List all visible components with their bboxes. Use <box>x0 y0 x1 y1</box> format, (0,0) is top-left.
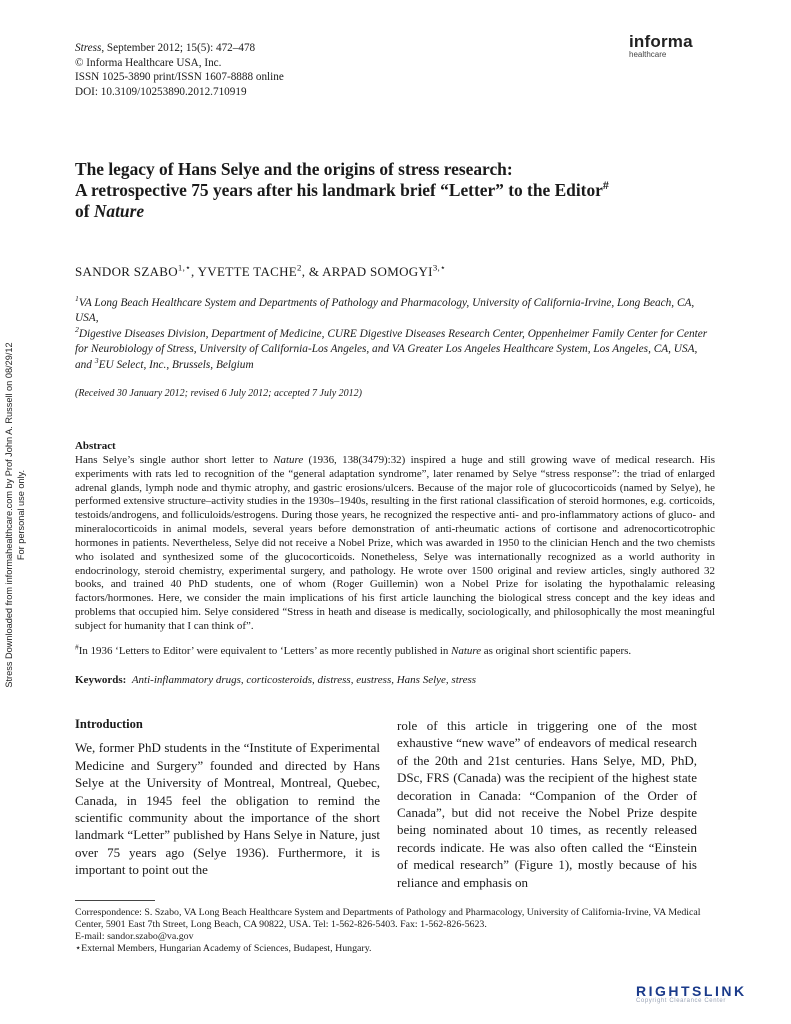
doi: DOI: 10.3109/10253890.2012.710919 <box>75 85 247 98</box>
section-heading: Introduction <box>75 717 143 731</box>
rightslink-logo: RIGHTSLINK Copyright Clearance Center <box>636 983 747 1004</box>
author-list: SANDOR $SZABO^{1,⋆}$, YVETTE TACHE$^2$, & ARPAD $SOMOGYI^{3,⋆}$ <box>75 262 446 279</box>
abstract <box>75 440 715 634</box>
abstract-heading: Abstract <box>75 440 116 452</box>
issn: ISSN 1025-3890 print/ISSN 1607-8888 online <box>75 71 284 84</box>
publisher-logo <box>629 32 693 59</box>
abstract-body: Hans Selye’s single author short letter to Nature (1936, 138(3479):32) inspired a huge and still growing wave of medical research. His experiments with rats led to recognition of the “general adaptation syndrome”, later renamed by Selye “stress response”: the triad of enlarged adrenal glands, lymph node and thymic atrophy, and gastric erosions/ulcers. Because of the major role of glucocorticoids (named by Selye), he performed extensive structure–activity studies in the 1930s–1940s, resulting in the first rational classification of steroid hormones, e.g. corticoids, testoids/androgens, and folliculoids/estrogens. During those years, he recognized the respective anti- and pro-inflammatory actions of gluco- and mineralocorticoids in animal models, several years before demonstration of anti-rheumatic actions of cortisone and adrenocorticotrophic hormones in patients. Nevertheless, Selye did not receive a Nobel Prize, which was awarded in 1950 to the clinician Hench and the two chemists who isolated and synthesized some of the glucocorticoids. Nonetheless, Selye was internationally recognized as a world authority in endocrinology, steroid chemistry, experimental surgery, and pathology. He wrote over 1500 original and review articles, singly authored 32 books, and trained 40 PhD students, one of whom (Roger Guillemin) won a Nobel Prize for isolating the hypothalamic releasing factors/hormones. Here, we consider the main implications of his first article launching the biological stress concept and the key ideas and problems that occupied him. Selye considered “Stress in heath and disease is medically, sociologically, and philosophically the most meaningful subject for humanity that I can think of”. <box>75 453 715 632</box>
article-title: The legacy of Hans Selye and the origins of stress research: A retrospective 75 years after his landmark brief “Letter” to the Editor# of Nature <box>75 159 609 221</box>
introduction-column-1 <box>75 716 380 879</box>
title-footnote: #In 1936 ‘Letters to Editor’ were equivalent to ‘Letters’ as more recently published in Nature as original short scientific papers. <box>75 642 632 657</box>
publisher-logo-sub: healthcare <box>629 50 667 59</box>
footnote-divider <box>75 900 155 901</box>
keywords: Keywords: Anti-inflammatory drugs, corticosteroids, distress, eustress, Hans Selye, stress <box>75 674 477 686</box>
copyright: © Informa Healthcare USA, Inc. <box>75 56 222 69</box>
affiliation-1: $^1$VA Long Beach Healthcare System and Departments of Pathology and Pharmacology, University of California-Irvine, Long Beach, CA, USA, <box>75 294 695 325</box>
publisher-logo-name: informa <box>629 32 693 51</box>
email: E-mail: sandor.szabo@va.gov <box>75 930 194 942</box>
running-header <box>75 41 284 99</box>
affiliation-2: $^2$Digestive Diseases Division, Department of Medicine, CURE Digestive Diseases Research Center, Oppenheimer Family Center for Center for Neurobiology of Stress, University of California-Los Angeles, and VA Greater Los Angeles Healthcare System, Los Angeles, CA, USA, and $^3$EU Select, Inc., Brussels, Belgium <box>75 325 708 371</box>
correspondence: Correspondence: S. Szabo, VA Long Beach Healthcare System and Departments of Pathology and Pharmacology, University of California-Irvine, VA Medical Center, 5901 East 7th Street, Long Beach, CA 90822, USA. Tel: 1-562-826-5403. Fax: 1-562-826-5623. E-mail: sandor.szabo@va.gov ⋆External Members, Hungarian Academy of Sciences, Budapest, Hungary. <box>75 907 715 955</box>
journal-citation: Stress, September 2012; 15(5): 472–478 <box>75 42 256 54</box>
affiliations <box>75 296 715 373</box>
received-dates: (Received 30 January 2012; revised 6 July 2012; accepted 7 July 2012) <box>75 388 363 399</box>
download-watermark: Stress Downloaded from informahealthcare.com by Prof John A. Russell on 08/29/12 For personal use only. <box>4 342 26 688</box>
introduction-text-1: We, former PhD students in the “Institute of Experimental Medicine and Surgery” founded and directed by Hans Selye at the University of Montreal, Montreal, Quebec, Canada, in 1945 feel the obligation to remind the scientific community about the importance of the short landmark “Letter” published by Hans Selye in Nature, just over 75 years ago (Selye 1936). Furthermore, it is important to point out the <box>75 740 380 878</box>
introduction-column-2: role of this article in triggering one of the most exhaustive “new wave” of endeavors of medical research of the 20th and 21st centuries. Hans Selye, MD, PhD, DSc, FRS (Canada) was the recipient of the highest state decoration in Canada: “Companion of the Order of Canada”, but did not receive the Nobel Prize despite being nominated about 10 times, as recently released records indicate. He was also often called the “Einstein of medical research” (Figure 1), mostly because of his reliance and emphasis on <box>397 718 697 890</box>
